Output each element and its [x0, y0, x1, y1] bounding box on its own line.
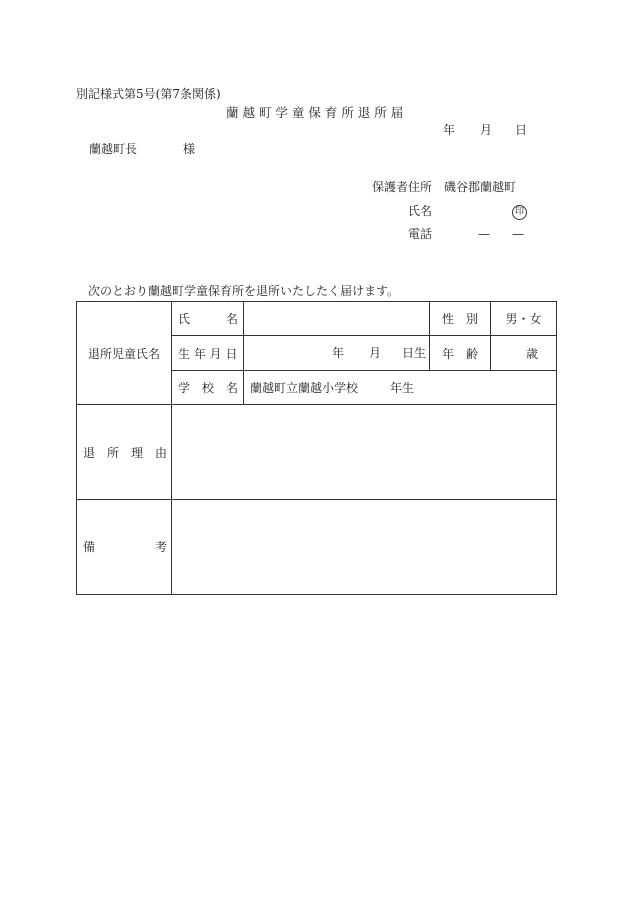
withdrawal-reason-label: 退 所 理 由: [77, 405, 172, 500]
school-name-field[interactable]: [244, 371, 557, 405]
table-row: [77, 405, 557, 500]
document-title: 蘭 越 町 学 童 保 育 所 退 所 届: [226, 105, 404, 120]
guardian-phone-label: 電話: [408, 227, 433, 241]
table-row: [77, 500, 557, 595]
withdrawal-form-table: [76, 301, 557, 595]
birth-year-unit: 年: [332, 346, 345, 360]
birth-date-label: 生 年 月 日: [172, 336, 244, 371]
phone-separator-2: —: [512, 227, 524, 241]
age-field[interactable]: 歳: [491, 336, 557, 371]
gender-options[interactable]: 男・女: [491, 302, 557, 336]
seal-icon: 印: [512, 205, 527, 220]
remarks-label-char-2: 考: [155, 540, 168, 554]
birth-day-unit: 日生: [402, 346, 427, 360]
date-month-label: 月: [480, 123, 493, 137]
seal-mark: [512, 203, 527, 220]
child-name-field[interactable]: [244, 302, 430, 336]
gender-label: 性 別: [430, 302, 491, 336]
age-label: 年 齢: [430, 336, 491, 371]
remarks-field[interactable]: [172, 500, 557, 595]
child-name-label: 氏 名: [172, 302, 244, 336]
addressee: 蘭越町長: [89, 142, 138, 156]
school-name-value: 蘭越町立蘭越小学校: [250, 381, 359, 395]
birth-date-field[interactable]: [244, 336, 430, 371]
withdrawal-reason-field[interactable]: [172, 405, 557, 500]
phone-separator-1: —: [478, 227, 490, 241]
child-name-section-label: 退所児童氏名: [77, 302, 172, 405]
school-name-label: 学 校 名: [172, 371, 244, 405]
grade-unit: 年生: [390, 381, 415, 395]
honorific: 様: [183, 142, 196, 156]
guardian-address-label: 保護者住所: [372, 180, 433, 194]
intro-text: 次のとおり蘭越町学童保育所を退所いたしたく届けます。: [88, 284, 400, 298]
remarks-label: [77, 500, 172, 595]
remarks-label-char-1: 備: [83, 540, 96, 554]
form-number: 別記様式第5号(第7条関係): [76, 87, 221, 101]
birth-month-unit: 月: [369, 346, 382, 360]
date-year-label: 年: [443, 123, 456, 137]
date-day-label: 日: [515, 123, 528, 137]
table-row: [77, 302, 557, 336]
guardian-name-label: 氏名: [408, 204, 433, 218]
guardian-address-value: 磯谷郡蘭越町: [444, 180, 517, 194]
